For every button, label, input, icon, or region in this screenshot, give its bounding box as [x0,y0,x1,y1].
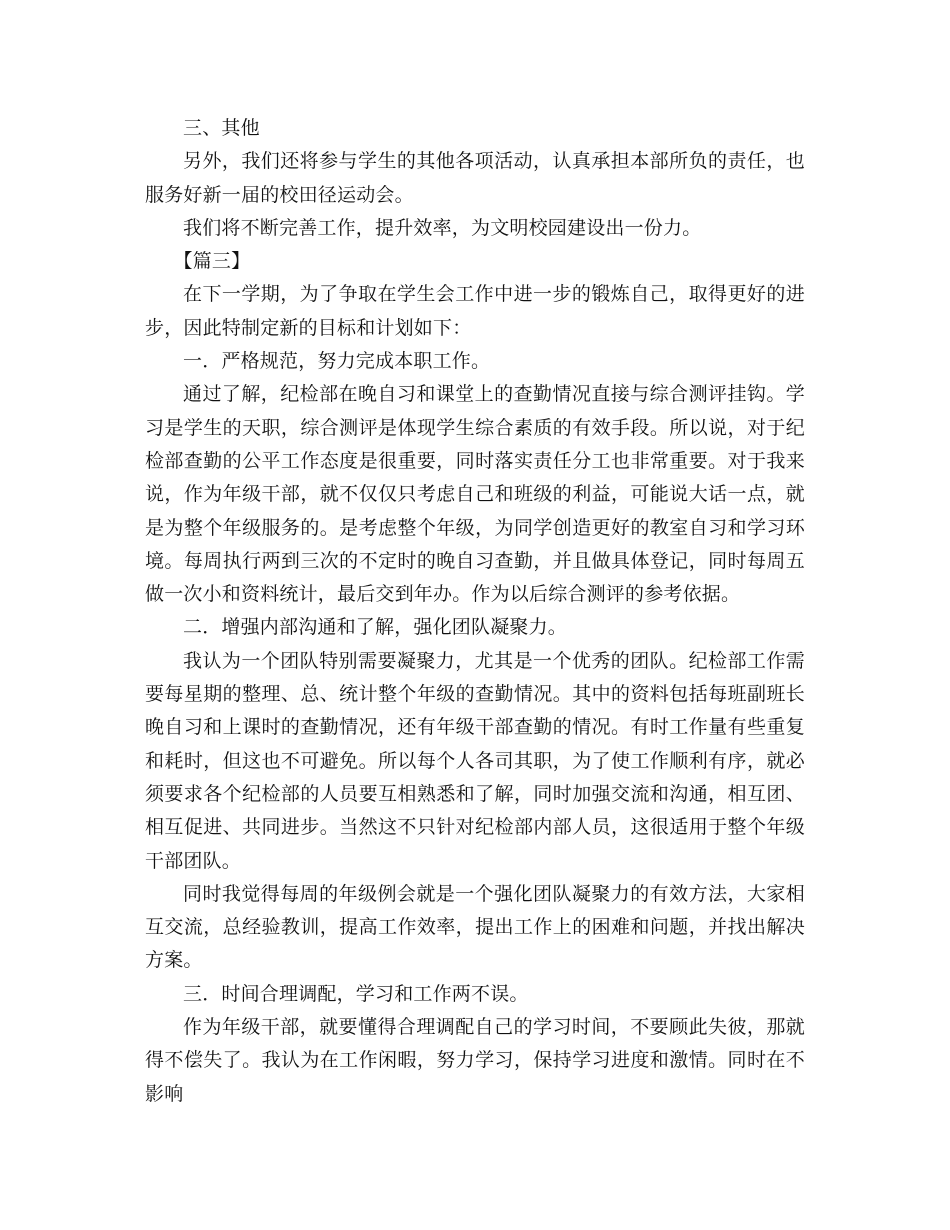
section-heading: 三．时间合理调配，学习和工作两不误。 [183,982,529,1005]
chapter-heading: 【篇三】 [173,250,251,273]
paragraph: 作为年级干部，就要懂得合理调配自己的学习时间，不要顾此失彼，那就得不偿失了。我认为在工作闲暇，努力学习，保持学习进度和激情。同时在不影响 [145,1016,805,1105]
paragraph: 在下一学期，为了争取在学生会工作中进一步的锻炼自己，取得更好的进步，因此特制定新的目标和计划如下： [145,283,805,339]
paragraph: 通过了解，纪检部在晚自习和课堂上的查勤情况直接与综合测评挂钩。学习是学生的天职，综合测评是体现学生综合素质的有效手段。所以说，对于纪检部查勤的公平工作态度是很重要，同时落实责任分工也非常重要。对于我来说，作为年级干部，就不仅仅只考虑自己和班级的利益，可能说大话一点，就是为整个年级服务的。是考虑整个年级，为同学创造更好的教室自习和学习环境。每周执行两到三次的不定时的晚自习查勤，并且做具体登记，同时每周五做一次小和资料统计，最后交到年办。作为以后综合测评的参考依据。 [145,383,805,606]
paragraph: 我们将不断完善工作，提升效率，为文明校园建设出一份力。 [183,216,702,239]
paragraph: 同时我觉得每周的年级例会就是一个强化团队凝聚力的有效方法，大家相互交流，总经验教训，提高工作效率，提出工作上的困难和问题，并找出解决方案。 [145,882,805,972]
section-heading: 二．增强内部沟通和了解，强化团队凝聚力。 [183,616,568,639]
paragraph: 另外，我们还将参与学生的其他各项活动，认真承担本部所负的责任，也服务好新一届的校田径运动会。 [145,150,805,206]
paragraph: 我认为一个团队特别需要凝聚力，尤其是一个优秀的团队。纪检部工作需要每星期的整理、总、统计整个年级的查勤情况。其中的资料包括每班副班长晚自习和上课时的查勤情况，还有年级干部查勤的情况。有时工作量有些重复和耗时，但这也不可避免。所以每个人各司其职，为了使工作顺利有序，就必须要求各个纪检部的人员要互相熟悉和了解，同时加强交流和沟通，相互团、相互促进、共同进步。当然这不只针对纪检部内部人员，这很适用于整个年级干部团队。 [145,649,805,872]
section-heading-other: 三、其他 [183,117,260,139]
section-heading: 一．严格规范，努力完成本职工作。 [183,350,491,373]
document-body [145,112,805,1111]
